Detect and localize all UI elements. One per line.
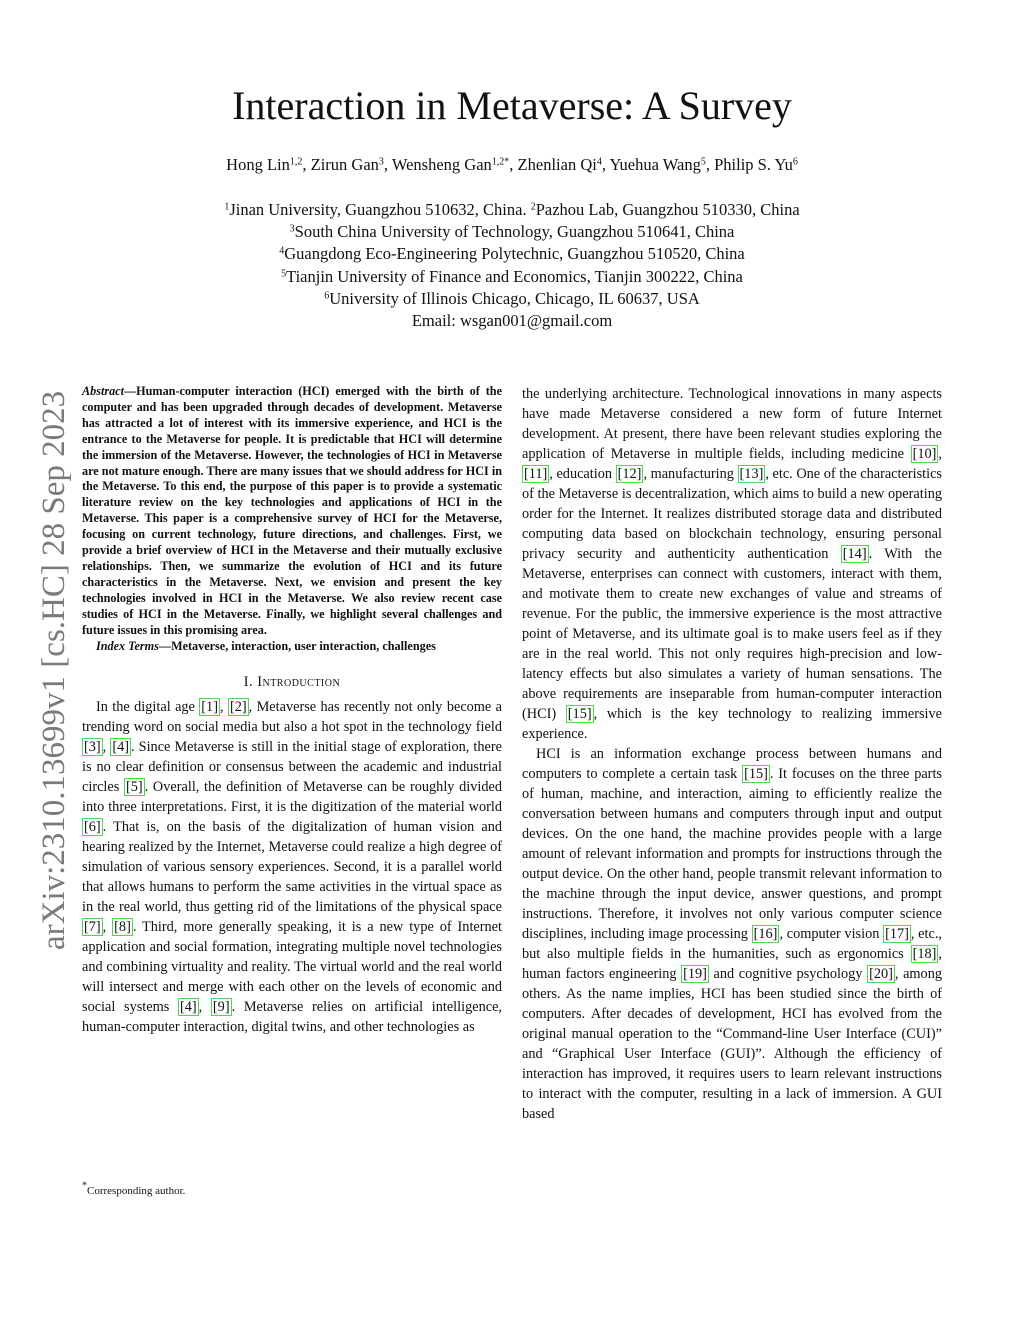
text-run: . Metaverse relies on artificial intelligence, human-computer interaction, digital twins, and other technologies as xyxy=(82,999,502,1036)
abstract xyxy=(82,384,502,639)
affiliation-line xyxy=(0,243,1024,265)
text-run: , which is the key technology to realizing immersive experience. xyxy=(522,706,942,742)
author-name: Zhenlian Qi xyxy=(517,155,597,174)
text-run: and cognitive psychology xyxy=(708,966,868,982)
citation-link[interactable]: [15] xyxy=(567,706,592,722)
footnote-text: Corresponding author. xyxy=(87,1185,186,1197)
text-run: HCI is an information exchange process between humans and computers to complete a certain task xyxy=(522,746,942,782)
email[interactable]: Email: wsgan001@gmail.com xyxy=(411,311,613,331)
footnote-mark: * xyxy=(82,1180,87,1192)
index-terms-text: —Metaverse, interaction, user interaction, challenges xyxy=(158,638,436,653)
affiliation-sup: 3 xyxy=(289,223,295,235)
citation-link[interactable]: [1] xyxy=(201,699,218,716)
author-name: Yuehua Wang xyxy=(609,155,701,174)
text-run: , xyxy=(219,699,228,716)
citation-link[interactable]: [11] xyxy=(524,466,548,482)
abstract-text: —Human-computer interaction (HCI) emerged with the birth of the computer and has been upgraded through decades of development. Metaverse has attracted a lot of interest with its immersive experience, and HCI is the entrance to the Metaverse for people. It is predictable that HCI will determine the immersion of the Metaverse. However, the technologies of HCI in Metaverse are not mature enough. There are many issues that we should address for HCI in the Metaverse. To this end, the purpose of this paper is to provide a systematic literature review on the key technologies and applications of HCI in the Metaverse. This paper is a comprehensive survey of HCI for the Metaverse, focusing on current technology, future directions, and challenges. First, we provide a brief overview of HCI in the Metaverse and their mutually exclusive relationships. Then, we summarize the evolution of HCI and its future characteristics in the Metaverse. Next, we envision and present the key technologies involved in HCI in the Metaverse. We also review recent case studies of HCI in the Metaverse. Finally, we highlight several challenges and future issues in this promising area. xyxy=(82,384,502,637)
section-heading-introduction xyxy=(82,674,502,691)
affiliations xyxy=(0,199,1024,332)
text-run: , computer vision xyxy=(779,926,884,942)
text-run: , etc. One of the characteristics of the Metaverse is decentralization, which aims to build a new operating order for the Internet. It realizes distributed storage data and distributed computing data based on blockchain technology, ensuring personal privacy security and authenticity authentication xyxy=(522,466,942,562)
author-affiliation-sup: 5 xyxy=(700,156,706,168)
author-affiliation-sup: 1,2 xyxy=(289,156,303,168)
citation-link[interactable]: [4] xyxy=(179,999,197,1016)
text-run: , Metaverse has recently not only become a trending word on social media but also a hot spot in the technology field xyxy=(82,699,503,736)
section-title: Introduction xyxy=(257,674,341,691)
affiliation-text: Pazhou Lab, Guangzhou 510330, China xyxy=(535,200,800,219)
text-run: , xyxy=(198,999,211,1016)
author-affiliation-sup: 6 xyxy=(792,156,798,168)
citation-link[interactable]: [13] xyxy=(739,466,764,482)
text-run: , xyxy=(938,446,942,462)
affiliation-sup: 6 xyxy=(324,290,330,302)
citation-link[interactable]: [16] xyxy=(753,926,778,942)
text-run: . Since Metaverse is still in the initial stage of exploration, there is no clear definition or consensus between the academic and industrial circles xyxy=(82,739,502,796)
right-column xyxy=(522,384,942,1124)
text-run: the underlying architecture. Technological innovations in many aspects have made Metaverse considered a new form of future Internet development. At present, there have been relevant studies exploring the application of Metaverse in multiple fields, including medicine xyxy=(522,386,942,462)
citation-link[interactable]: [18] xyxy=(912,946,937,962)
affiliation-text: Guangdong Eco-Engineering Polytechnic, Guangzhou 510520, China xyxy=(284,244,745,264)
citation-link[interactable]: [12] xyxy=(617,466,642,482)
intro-paragraph xyxy=(82,697,502,1037)
text-run: . That is, on the basis of the digitalization of human vision and hearing realized by the Internet, Metaverse could realize a high degree of simulation of various sensory experiences. Second, it is a parallel world that allows humans to perform the same activities in the virtual space as in the real world, thus getting rid of the limitations of the physical space xyxy=(82,819,502,916)
citation-link[interactable]: [10] xyxy=(912,446,937,462)
text-run: , xyxy=(102,919,113,936)
text-run: , xyxy=(102,739,111,756)
text-run: . Overall, the definition of Metaverse can be roughly divided into three interpretations. First, it is the digitization of the material world xyxy=(82,779,502,816)
author-name: Hong Lin xyxy=(226,155,290,174)
left-column xyxy=(82,384,502,1037)
affiliation-text: Jinan University, Guangzhou 510632, China. xyxy=(229,200,531,219)
arxiv-identifier[interactable]: arXiv:2310.13699v1 [cs.HC] 28 Sep 2023 xyxy=(36,390,72,950)
citation-link[interactable]: [14] xyxy=(842,546,867,562)
paper-title: Interaction in Metaverse: A Survey xyxy=(232,83,792,128)
citation-link[interactable]: [7] xyxy=(84,919,101,936)
author-affiliation-sup: 1,2* xyxy=(491,156,510,168)
affiliation-text: University of Illinois Chicago, Chicago, IL 60637, USA xyxy=(329,288,700,308)
author-list: Hong Lin$^{1,2}$, Zirun Gan$^3$, Wensheng Gan$^{1,2*}$, Zhenlian Qi$^4$, Yuehua Wang$^5$, Philip S. Yu$^6$ xyxy=(226,155,798,174)
author-name: Wensheng Gan xyxy=(391,155,492,174)
text-run: . Third, more generally speaking, it is a new type of Internet application and social formation, integrating multiple novel technologies and combining virtuality and reality. The virtual world and the real world will intersect and merge with each other on the levels of economic and social systems xyxy=(82,919,502,1016)
text-run: , manufacturing xyxy=(643,466,738,482)
body-paragraph xyxy=(522,744,942,1124)
text-run: , human factors engineering xyxy=(522,946,942,982)
text-run: . It focuses on the three parts of human, machine, and interaction, aiming to efficiently realize the conversation between humans and computers through input and output devices. On the one hand, the machine provides people with a large amount of relevant information and prompts for instructions through the output device. On the other hand, people transmit relevant information to the machine through the input device, answer questions, and prompt instructions. Therefore, it involves not only various computer science disciplines, including image processing xyxy=(522,766,942,942)
citation-link[interactable]: [20] xyxy=(869,966,893,982)
affiliation-text: South China University of Technology, Guangzhou 510641, China xyxy=(294,222,735,242)
text-run: In the digital age xyxy=(96,699,200,716)
author-name: Philip S. Yu xyxy=(714,155,793,174)
affiliation-text: Tianjin University of Finance and Economics, Tianjin 300222, China xyxy=(286,266,743,286)
section-number: I. xyxy=(243,674,254,691)
citation-link[interactable]: [19] xyxy=(683,966,707,982)
text-run: , among others. As the name implies, HCI has been studied since the birth of computers. After decades of development, HCI has evolved from the original manual operation to the “Command-line User Interface (CUI)” and “Graphical User Interface (GUI)”. Although the efficiency of interaction has improved, it requires users to learn relevant instructions to interact with the computer, resulting in a lack of immersion. A GUI based xyxy=(522,966,942,1122)
text-run: , etc., but also multiple fields in the humanities, such as ergonomics xyxy=(522,926,942,962)
affiliation-line xyxy=(0,266,1024,288)
body-paragraph xyxy=(522,384,942,744)
citation-link[interactable]: [5] xyxy=(126,779,143,796)
citation-link[interactable]: [8] xyxy=(114,919,131,936)
abstract-label: Abstract xyxy=(82,384,124,398)
text-run: . With the Metaverse, enterprises can connect with customers, interact with them, and motivate them to create new exchanges of value and streams of revenue. For the public, the immersive experience is the most attractive point of Metaverse, and its ultimate goal is to make users feel as if they are in the real world. This not only requires high-precision and low-latency effects but also simulates a variety of human sensations. The above requirements are inseparable from human-computer interaction (HCI) xyxy=(522,546,942,722)
index-terms-label: Index Terms xyxy=(96,638,159,653)
author-name: Zirun Gan xyxy=(310,155,379,174)
affiliation-sup: 2 xyxy=(530,201,536,213)
citation-link[interactable]: [6] xyxy=(84,819,101,836)
affiliation-sup: 1 xyxy=(224,201,230,213)
citation-link[interactable]: [2] xyxy=(229,699,247,716)
citation-link[interactable]: [17] xyxy=(885,926,909,942)
index-terms xyxy=(82,639,502,655)
citation-link[interactable]: [4] xyxy=(112,739,129,756)
citation-link[interactable]: [3] xyxy=(84,739,101,756)
affiliation-line xyxy=(0,221,1024,243)
citation-link[interactable]: [15] xyxy=(744,766,768,782)
affiliation-line xyxy=(0,288,1024,310)
author-affiliation-sup: 3 xyxy=(378,156,384,168)
affiliation-sup: 4 xyxy=(279,245,285,257)
affiliation-line xyxy=(0,199,1024,221)
author-affiliation-sup: 4 xyxy=(596,156,602,168)
affiliation-sup: 5 xyxy=(281,268,287,280)
text-run: , education xyxy=(549,466,616,482)
footnote xyxy=(82,1180,502,1198)
citation-link[interactable]: [9] xyxy=(212,999,230,1016)
